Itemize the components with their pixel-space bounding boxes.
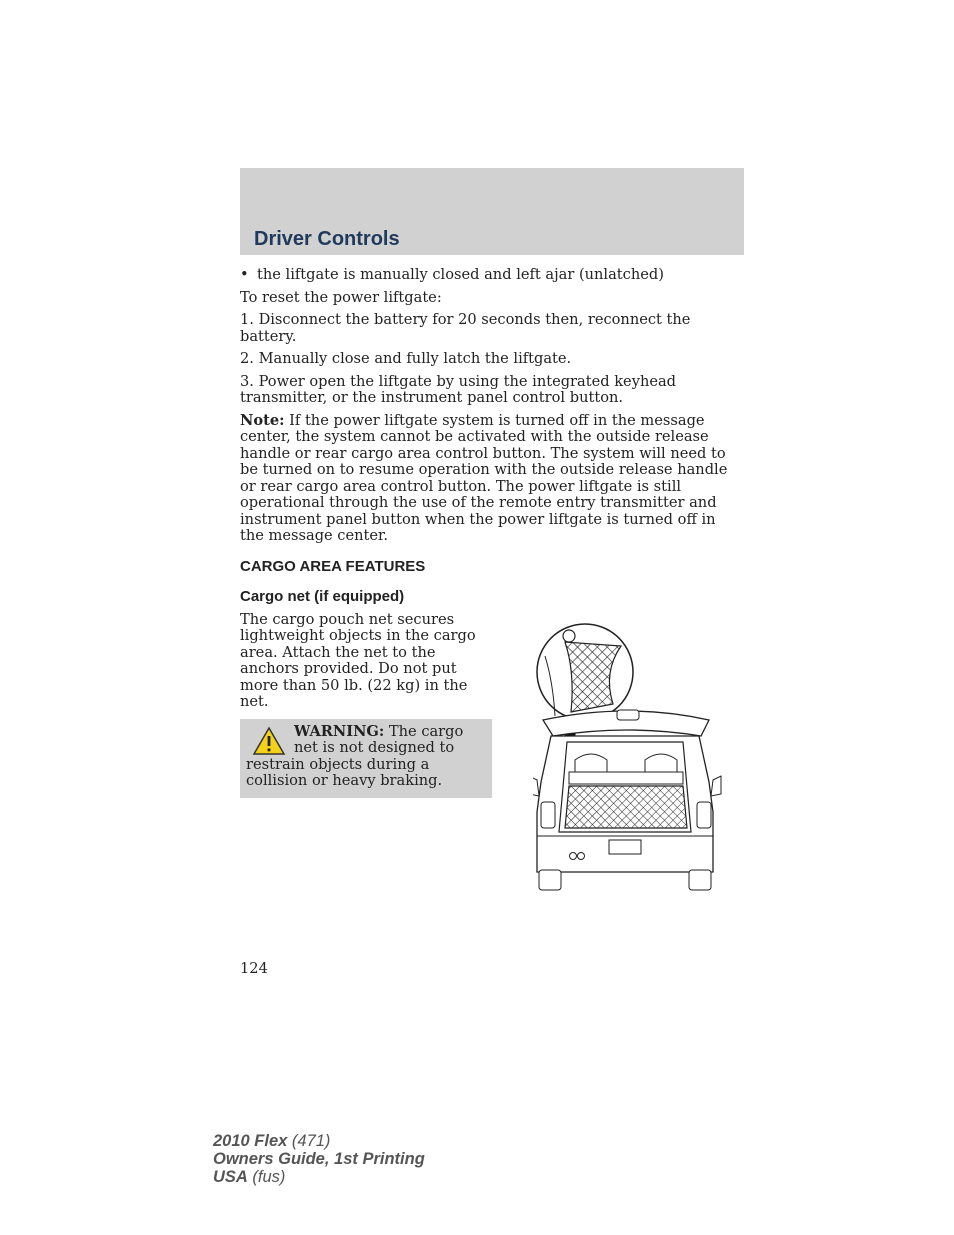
cargo-net-text: The cargo pouch net secures lightweight objects in the cargo area. Attach the net to the anchors provided. Do not put more than 50 lb. (22 kg) in the net. (240, 610, 476, 710)
note-text: If the power liftgate system is turned off in the message center, the system cannot be activated with the outside release handle or rear cargo area control button. The system will need to be turned on to resume operation with the outside release handle or rear cargo area control button. The power liftgate is still operational through the use of the remote entry transmitter and instrument panel button when the power liftgate is turned off in the message center. (240, 411, 728, 544)
cargo-net-section (240, 612, 744, 798)
step-1: 1. Disconnect the battery for 20 seconds then, reconnect the battery. (240, 311, 691, 345)
warning-text: The cargo net is not designed to restrain objects during a collision or heavy braking. (246, 722, 464, 789)
page-title: Driver Controls (254, 228, 400, 250)
footer-model-line (213, 1132, 425, 1150)
reset-intro: To reset the power liftgate: (240, 288, 442, 306)
bullet-dot: • (240, 266, 249, 283)
note-paragraph (240, 413, 744, 545)
cargo-net-illustration (533, 612, 723, 892)
footer (213, 1132, 425, 1186)
warning-box (240, 719, 492, 798)
header-bar (240, 168, 744, 255)
main-content (240, 267, 744, 798)
footer-model: 2010 Flex (213, 1132, 288, 1150)
step-3: 3. Power open the liftgate by using the integrated keyhead transmitter, or the instrument panel control button. (240, 372, 677, 406)
bullet-item (240, 267, 744, 284)
footer-guide: Owners Guide, 1st Printing (213, 1150, 425, 1168)
note-label: Note: (240, 411, 285, 429)
bullet-text: the liftgate is manually closed and left ajar (unlatched) (257, 266, 664, 283)
subsection-title: Cargo net (if equipped) (240, 588, 405, 605)
step-2: 2. Manually close and fully latch the liftgate. (240, 350, 572, 367)
footer-guide-line (213, 1150, 425, 1168)
footer-region-line (213, 1168, 425, 1186)
footer-model-code: (471) (287, 1132, 331, 1150)
page-number: 124 (240, 960, 268, 977)
footer-region-code: (fus) (247, 1168, 286, 1186)
footer-region: USA (213, 1168, 248, 1186)
section-title: CARGO AREA FEATURES (240, 557, 426, 575)
warning-triangle-icon (252, 726, 286, 756)
warning-label: WARNING: (294, 722, 385, 740)
